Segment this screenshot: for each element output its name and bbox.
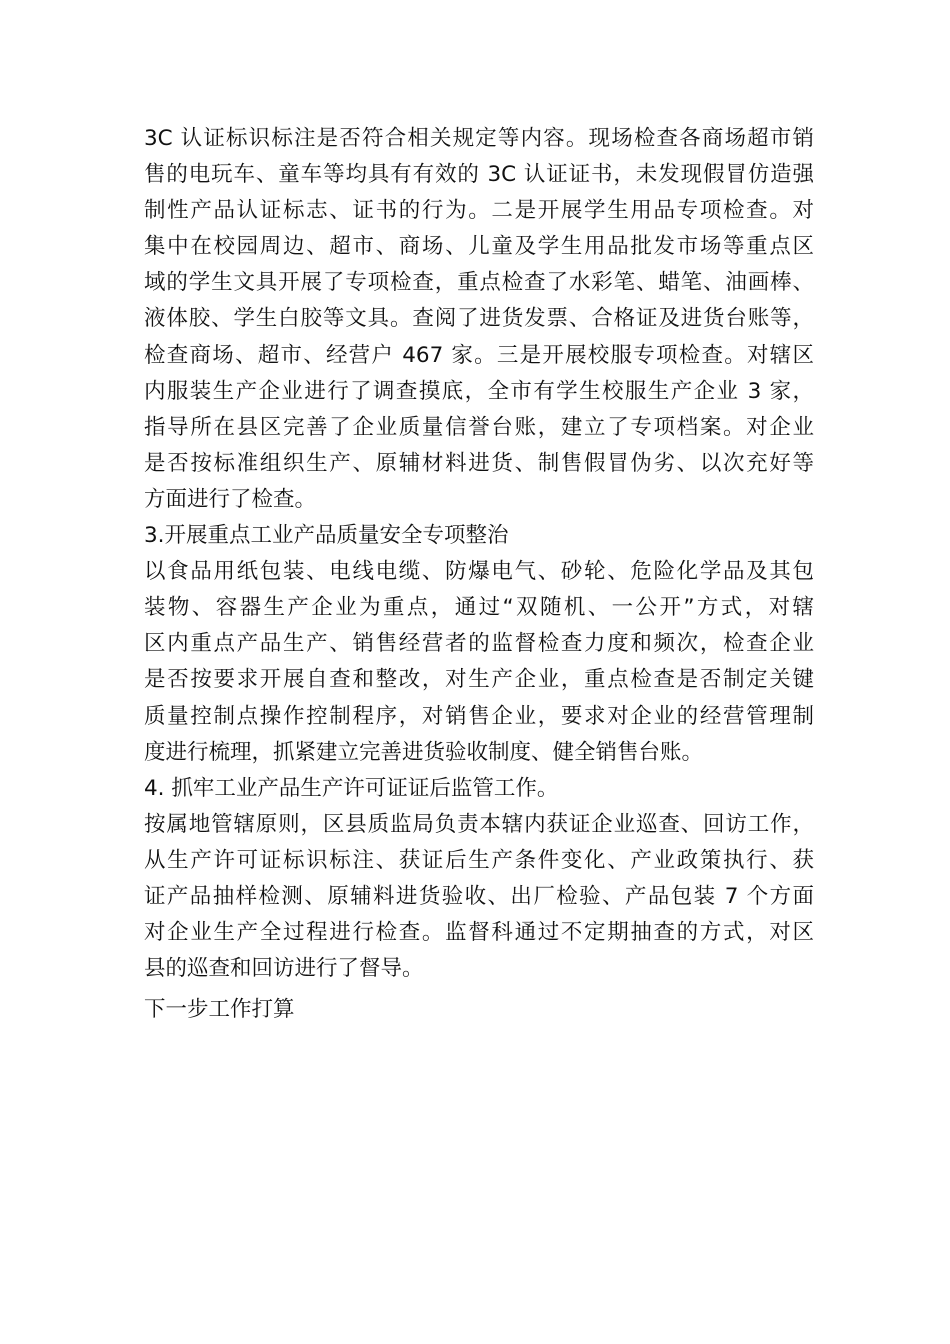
section-heading: 4. 抓牢工业产品生产许可证证后监管工作。 (144, 775, 559, 801)
paragraph-line: 区内重点产品生产、销售经营者的监督检查力度和频次，检查企业 (144, 631, 814, 657)
paragraph-line: 度进行梳理，抓紧建立完善进货验收制度、健全销售台账。 (144, 739, 704, 765)
paragraph-line: 集中在校园周边、超市、商场、儿童及学生用品批发市场等重点区 (144, 234, 814, 260)
section-heading: 3.开展重点工业产品质量安全专项整治 (144, 523, 509, 549)
paragraph-line: 内服装生产企业进行了调查摸底，全市有学生校服生产企业 3 家， (144, 378, 814, 404)
paragraph-line: 域的学生文具开展了专项检查，重点检查了水彩笔、蜡笔、油画棒、 (144, 270, 814, 296)
paragraph-line: 质量控制点操作控制程序，对销售企业，要求对企业的经营管理制 (144, 703, 814, 729)
paragraph-line: 指导所在县区完善了企业质量信誉台账，建立了专项档案。对企业 (144, 414, 814, 440)
section-heading: 下一步工作打算 (144, 997, 295, 1023)
paragraph-line: 制性产品认证标志、证书的行为。二是开展学生用品专项检查。对 (144, 198, 814, 224)
paragraph-line: 以食品用纸包装、电线电缆、防爆电气、砂轮、危险化学品及其包 (144, 559, 814, 585)
paragraph-line: 从生产许可证标识标注、获证后生产条件变化、产业政策执行、获 (144, 847, 814, 873)
paragraph-line: 液体胶、学生白胶等文具。查阅了进货发票、合格证及进货台账等， (144, 306, 814, 332)
paragraph-line: 3C 认证标识标注是否符合相关规定等内容。现场检查各商场超市销 (144, 126, 814, 151)
body-text (144, 121, 814, 1028)
paragraph-line: 证产品抽样检测、原辅料进货验收、出厂检验、产品包装 7 个方面 (144, 883, 814, 909)
paragraph-line: 售的电玩车、童车等均具有有效的 3C 认证证书，未发现假冒仿造强 (144, 162, 814, 188)
paragraph-line: 对企业生产全过程进行检查。监督科通过不定期抽查的方式，对区 (144, 920, 814, 946)
paragraph-line: 装物、容器生产企业为重点，通过“双随机、一公开”方式，对辖 (144, 595, 814, 621)
paragraph-line: 是否按标准组织生产、原辅材料进货、制售假冒伪劣、以次充好等 (144, 450, 814, 476)
paragraph-line: 县的巡查和回访进行了督导。 (144, 956, 424, 982)
paragraph-line: 检查商场、超市、经营户 467 家。三是开展校服专项检查。对辖区 (144, 342, 814, 368)
paragraph-line: 按属地管辖原则，区县质监局负责本辖内获证企业巡查、回访工作， (144, 811, 814, 837)
paragraph-line: 方面进行了检查。 (144, 486, 317, 512)
paragraph-line: 是否按要求开展自查和整改，对生产企业，重点检查是否制定关键 (144, 667, 814, 693)
